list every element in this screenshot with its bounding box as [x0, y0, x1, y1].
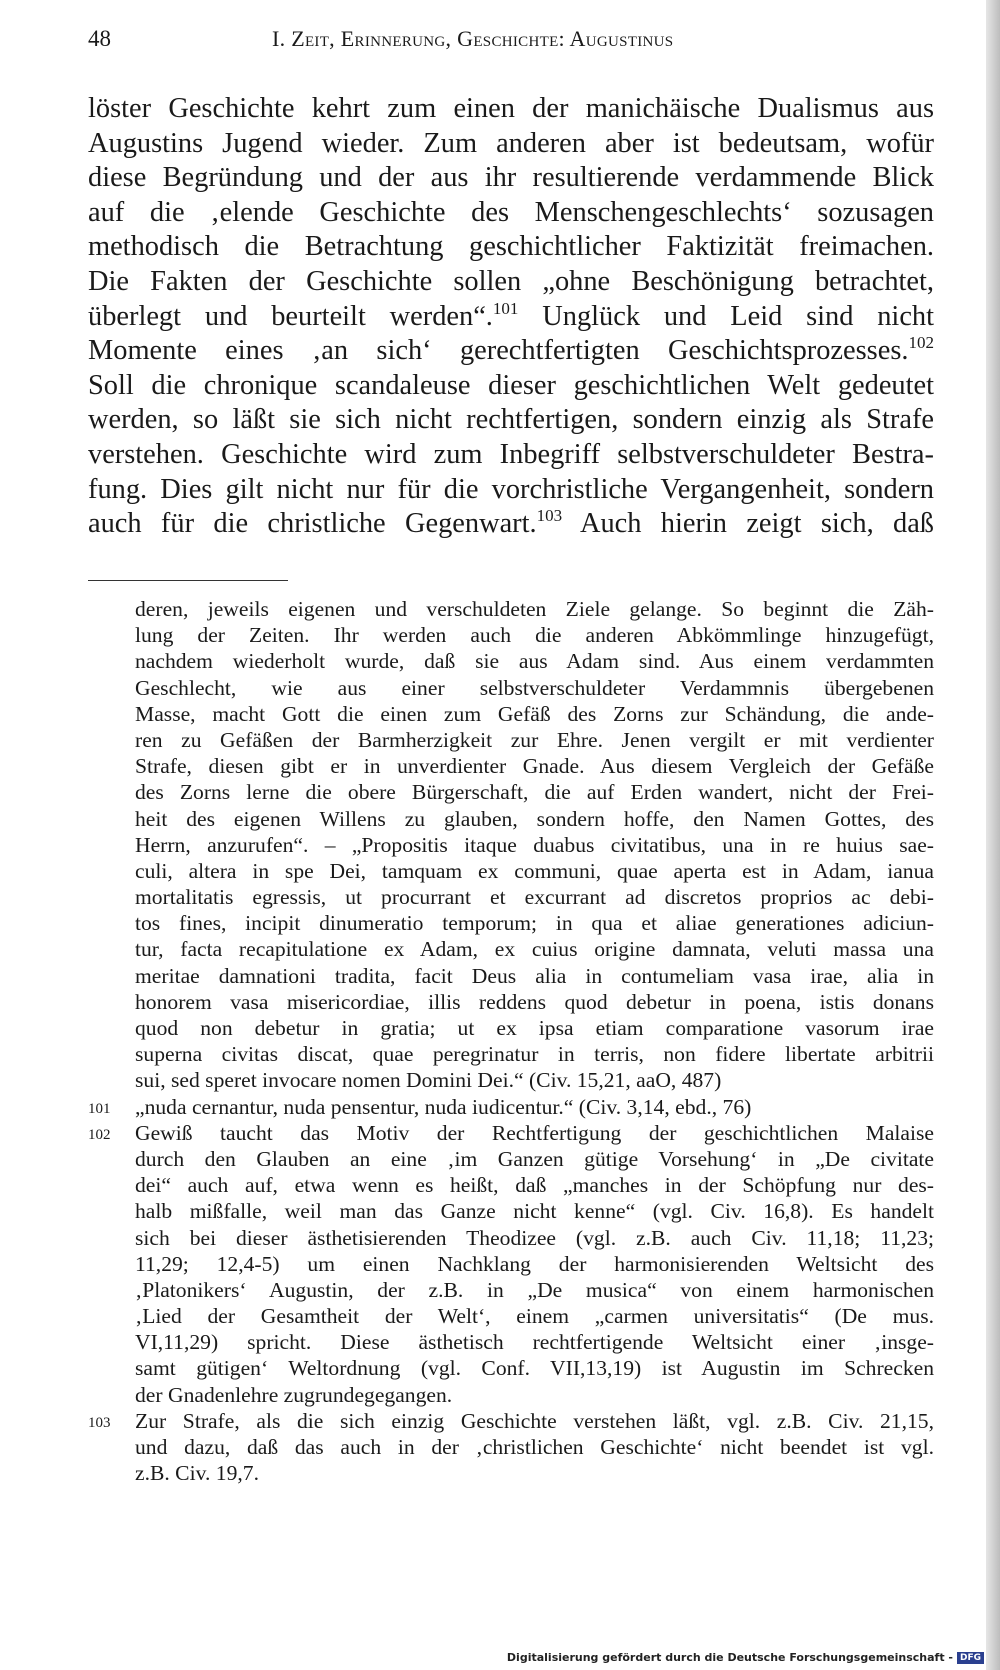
footnote-line: mortalitatis egressis, ut procurrant et excurrant ad discretos proprios ac debi- [135, 885, 934, 910]
text-line: Augustins Jugend wieder. Zum anderen aber ist bedeutsam, wofür [88, 127, 934, 159]
footnote-line: und dazu, daß das auch in der ‚christlichen Geschichte‘ nicht beendet ist vgl. [135, 1435, 934, 1459]
footnote-line: quod non debetur in gratia; ut ex ipsa etiam comparatione vasorum irae [135, 1016, 934, 1040]
footnote-number: 103 [88, 1414, 111, 1431]
footnotes [88, 596, 934, 1486]
footnote-line: sui, sed speret invocare nomen Domini Dei.“ (Civ. 15,21, aaO, 487) [135, 1068, 722, 1093]
footnote-line: Geschlecht, wie aus einer selbstverschuldeter Verdammnis übergebenen [135, 675, 934, 700]
text-line: methodisch die Betrachtung geschichtlicher Faktizität freimachen. [88, 231, 934, 263]
footnote-line: meritae damnationi tradita, facit Deus alia in contumeliam vasa irae, alia in [135, 963, 934, 988]
text-line: löster Geschichte kehrt zum einen der manichäische Dualismus aus [88, 93, 934, 124]
footnote-line: Masse, macht Gott die einen zum Gefäß des Zorns zur Schändung, die ande- [135, 701, 934, 726]
footnote-line: superna civitas discat, quae peregrinatur in terris, non fidere libertate arbitrii [135, 1042, 934, 1067]
dfg-logo-icon: DFG [957, 1652, 984, 1664]
footnote-line: Gewiß taucht das Motiv der Rechtfertigung der geschichtlichen Malaise [135, 1120, 934, 1145]
footnote-line: culi, altera in spe Dei, tamquam ex communi, quae aperta est in Adam, ianua [135, 858, 934, 883]
footnote-line: Herrn, anzurufen“. – „Propositis itaque duabus civitatibus, una in re huius sae- [135, 832, 934, 857]
running-head [88, 26, 924, 62]
footnote-line: ren zu Gefäßen der Barmherzigkeit zur Ehre. Jenen vergilt er mit verdienter [135, 727, 934, 752]
credit-text: Digitalisierung gefördert durch die Deutsche Forschungsgemeinschaft - [506, 1651, 953, 1664]
text-line: verstehen. Geschichte wird zum Inbegriff selbstverschuldeter Bestra- [88, 438, 934, 470]
footnote-line: heit des eigenen Willens zu glauben, sondern hoffe, den Namen Gottes, des [135, 806, 934, 831]
footnote-ref-102: 102 [908, 333, 934, 353]
footnote-ref-101: 101 [492, 298, 519, 318]
footnote-103 [88, 1408, 934, 1487]
footnote-ref-103: 103 [536, 506, 563, 526]
footnote-line: tos fines, incipit dinumeratio temporum; in qua et aliae generationes adiciun- [135, 911, 934, 936]
footnote-line: samt gütigen‘ Weltordnung (vgl. Conf. VII,13,19) ist Augustin im Schrecken [135, 1356, 934, 1381]
footnote-line: halb mißfalle, weil man das Ganze nicht kenne“ (vgl. Civ. 16,8). Es handelt [135, 1199, 934, 1224]
text-line: diese Begründung und der aus ihr resultierende verdammende Blick [88, 162, 934, 194]
footnote-102 [88, 1120, 934, 1408]
footnote-line: „nuda cernantur, nuda pensentur, nuda iudicentur.“ (Civ. 3,14, ebd., 76) [135, 1094, 752, 1119]
footnote-line: durch den Glauben an eine ‚im Ganzen gütige Vorsehung‘ in „De civitate [135, 1146, 934, 1171]
footnote-line: sich bei dieser ästhetisierenden Theodizee (vgl. z.B. auch Civ. 11,18; 11,23; [135, 1225, 934, 1250]
text-line: auf die ‚elende Geschichte des Menschengeschlechts‘ sozusagen [88, 196, 934, 228]
footnote-line: der Gnadenlehre zugrundegegangen. [135, 1382, 453, 1407]
footnote-line: VI,11,29) spricht. Diese ästhetisch rechtfertigende Weltsicht einer ‚insge- [135, 1330, 934, 1355]
digitization-credit [507, 1651, 984, 1664]
text-line: fung. Dies gilt nicht nur für die vorchristliche Vergangenheit, sondern [88, 473, 934, 505]
text-segment: überlegt und beurteilt werden“. [88, 300, 493, 332]
text-line: werden, so läßt sie sich nicht rechtfertigen, sondern einzig als Strafe [88, 404, 934, 436]
footnote-number: 101 [88, 1100, 111, 1117]
footnote-line: ‚Platonikers‘ Augustin, der z.B. in „De musica“ von einem harmonischen [135, 1277, 934, 1302]
footnote-line: honorem vasa misericordiae, illis reddens quod debetur in poena, istis donans [135, 989, 934, 1014]
running-title: I. Zeit, Erinnerung, Geschichte: Augustinus [272, 26, 674, 51]
text-segment: auch für die christliche Gegenwart. [88, 508, 537, 540]
footnote-line: Strafe, diesen gibt er in unverdienter Gnade. Aus diesem Vergleich der Gefäße [135, 754, 934, 779]
footnote-101 [88, 1094, 934, 1120]
text-segment: Unglück und Leid sind nicht [542, 300, 935, 332]
text-segment: Auch hierin zeigt sich, daß [579, 508, 934, 540]
footnote-line: Zur Strafe, als die sich einzig Geschichte verstehen läßt, vgl. z.B. Civ. 21,15, [135, 1408, 934, 1433]
page-edge-shadow [986, 0, 1000, 1670]
footnote-line: nachdem wiederholt wurde, daß sie aus Adam sind. Aus einem verdammten [135, 649, 934, 674]
text-line: Soll die chronique scandaleuse dieser geschichtlichen Welt gedeutet [88, 369, 934, 401]
page-number: 48 [88, 26, 111, 51]
footnote-line: dei“ auch auf, etwa wenn es heißt, daß „manches in der Schöpfung nur des- [135, 1173, 934, 1198]
footnote-line: lung der Zeiten. Ihr werden auch die anderen Abkömmlinge hinzugefügt, [135, 623, 934, 648]
footnote-line: des Zorns lerne die obere Bürgerschaft, die auf Erden wandert, nicht der Frei- [135, 780, 934, 805]
text-line [88, 334, 934, 369]
main-text [88, 92, 934, 542]
text-segment: Momente eines ‚an sich‘ gerechtfertigten Geschichtsprozesses. [88, 335, 909, 367]
footnote-line: tur, facta recapitulatione ex Adam, ex cuius origine damnata, veluti massa una [135, 937, 934, 962]
footnote-number: 102 [88, 1126, 111, 1143]
footnote-rule [88, 580, 288, 581]
footnote-line: ‚Lied der Gesamtheit der Welt‘, einem „carmen universitatis“ (De mus. [135, 1304, 934, 1329]
text-line: Die Fakten der Geschichte sollen „ohne Beschönigung betrachtet, [88, 265, 934, 297]
footnote-continued [88, 596, 934, 1094]
footnote-line: z.B. Civ. 19,7. [135, 1461, 259, 1486]
text-line [88, 300, 934, 335]
footnote-line: deren, jeweils eigenen und verschuldeten Ziele gelange. So beginnt die Zäh- [135, 597, 934, 621]
text-line [88, 507, 934, 542]
footnote-line: 11,29; 12,4-5) um einen Nachklang der harmonisierenden Weltsicht des [135, 1251, 934, 1276]
